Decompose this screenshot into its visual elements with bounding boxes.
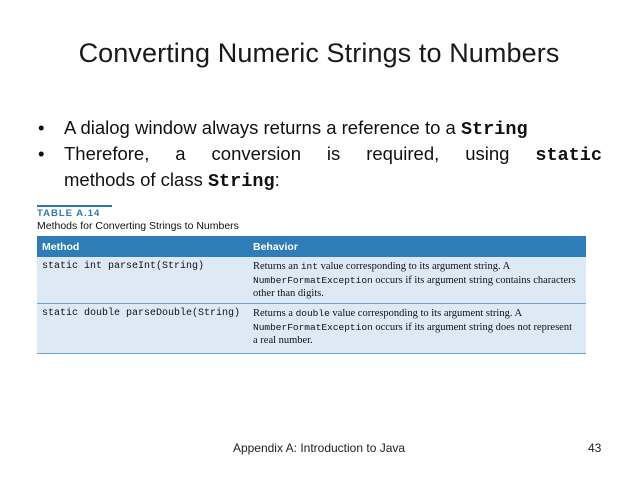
bullet-line [64,142,602,168]
behavior-code: double [295,308,330,319]
behavior-text: occurs if its argument string contains characters other than digits. [253,274,576,299]
bullet-text: A dialog window always returns a reference to a [64,117,461,138]
bullet-dot-icon: • [38,143,45,164]
table-row [37,257,586,303]
footer-title: Appendix A: Introduction to Java [232,441,406,455]
table-label-rule [37,205,112,207]
behavior-text: Returns a [253,308,296,319]
table-caption: Methods for Converting Strings to Numbers [37,220,239,232]
bullet-text: Therefore, a conversion is required, using [64,143,536,164]
page-number: 43 [588,441,602,455]
table-header [37,236,586,257]
behavior-cell [253,260,578,301]
method-cell: static int parseInt(String) [42,261,205,272]
behavior-cell [253,307,578,348]
behavior-code: NumberFormatException [253,274,373,286]
bullet-item [38,142,602,194]
method-cell: static double parseDouble(String) [42,308,241,319]
column-header-behavior: Behavior [253,241,298,253]
methods-table [37,236,586,354]
bullet-dot-icon: • [38,117,45,138]
behavior-text: value corresponding to its argument string. A [317,261,511,272]
bullet-code: String [207,171,275,192]
slide-title: Converting Numeric Strings to Numbers [78,38,560,68]
behavior-code: int [300,261,318,272]
bullet-item [38,116,602,142]
bullet-text: : [274,169,280,190]
behavior-text: occurs if its argument string does not represent a real number. [253,321,572,346]
table-row [37,304,586,352]
behavior-text: value corresponding to its argument string. A [329,308,523,319]
bullet-code: static [535,145,602,166]
behavior-code: NumberFormatException [253,321,373,333]
bullet-text: methods of class [64,169,208,190]
behavior-text: Returns an [253,261,301,272]
column-header-method: Method [42,241,80,253]
bullet-list [38,116,602,194]
table-label: TABLE A.14 [37,208,101,219]
bullet-code: String [460,119,528,140]
